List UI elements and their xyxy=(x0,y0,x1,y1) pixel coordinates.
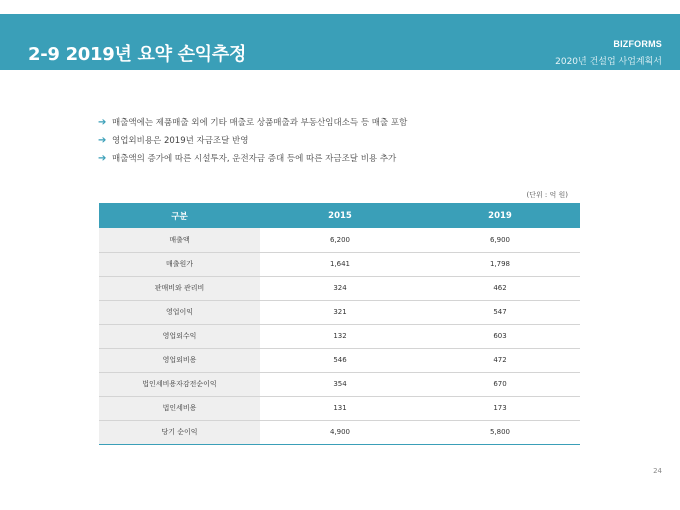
table-row xyxy=(99,324,580,348)
arrow-right-icon: ➔ xyxy=(98,152,107,164)
table-row xyxy=(99,348,580,372)
table-row xyxy=(99,372,580,396)
cell-2015: 131 xyxy=(260,396,420,420)
header-bar xyxy=(0,14,680,70)
cell-2019: 173 xyxy=(420,396,580,420)
cell-2019: 1,798 xyxy=(420,252,580,276)
cell-2019: 5,800 xyxy=(420,420,580,444)
cell-2015: 132 xyxy=(260,324,420,348)
cell-2015: 354 xyxy=(260,372,420,396)
row-label: 영업외수익 xyxy=(99,324,260,348)
row-label: 법인세비용 xyxy=(99,396,260,420)
table-row xyxy=(99,276,580,300)
arrow-right-icon: ➔ xyxy=(98,134,107,146)
cell-2015: 321 xyxy=(260,300,420,324)
cell-2015: 6,200 xyxy=(260,228,420,252)
cell-2019: 670 xyxy=(420,372,580,396)
column-header-2019: 2019 xyxy=(420,203,580,228)
bullet-item xyxy=(98,149,407,167)
row-label: 당기 순이익 xyxy=(99,420,260,444)
row-label: 영업이익 xyxy=(99,300,260,324)
table-row xyxy=(99,228,580,252)
bullet-text: 영업외비용은 2019년 자금조달 반영 xyxy=(112,136,249,146)
bullet-item xyxy=(98,131,407,149)
table-row xyxy=(99,252,580,276)
table-header-row xyxy=(99,203,580,228)
bullet-text: 매출액의 증가에 따른 시설투자, 운전자금 증대 등에 따른 자금조달 비용 추가 xyxy=(112,154,397,164)
table-row xyxy=(99,420,580,444)
cell-2015: 1,641 xyxy=(260,252,420,276)
column-header-category: 구분 xyxy=(99,203,260,228)
income-table xyxy=(99,203,580,445)
cell-2015: 324 xyxy=(260,276,420,300)
page-title: 2-9 2019년 요약 손익추정 xyxy=(28,44,247,65)
table-row xyxy=(99,396,580,420)
table-row xyxy=(99,300,580,324)
cell-2019: 6,900 xyxy=(420,228,580,252)
row-label: 매출액 xyxy=(99,228,260,252)
cell-2015: 546 xyxy=(260,348,420,372)
bullet-text: 매출액에는 제품매출 외에 기타 매출로 상품매출과 부동산임대소득 등 매출 포함 xyxy=(112,118,408,128)
row-label: 영업외비용 xyxy=(99,348,260,372)
arrow-right-icon: ➔ xyxy=(98,116,107,128)
bullet-item xyxy=(98,113,407,131)
cell-2015: 4,900 xyxy=(260,420,420,444)
cell-2019: 472 xyxy=(420,348,580,372)
column-header-2015: 2015 xyxy=(260,203,420,228)
page-number: 24 xyxy=(653,467,662,475)
row-label: 판매비와 관리비 xyxy=(99,276,260,300)
unit-note: (단위 : 억 원) xyxy=(526,191,568,199)
cell-2019: 603 xyxy=(420,324,580,348)
cell-2019: 462 xyxy=(420,276,580,300)
bullet-list xyxy=(98,113,407,167)
cell-2019: 547 xyxy=(420,300,580,324)
row-label: 법인세비용자감전순이익 xyxy=(99,372,260,396)
row-label: 매출원가 xyxy=(99,252,260,276)
document-subtitle: 2020년 건설업 사업계획서 xyxy=(555,57,662,67)
brand-logo-text: BIZFORMS xyxy=(613,39,662,49)
